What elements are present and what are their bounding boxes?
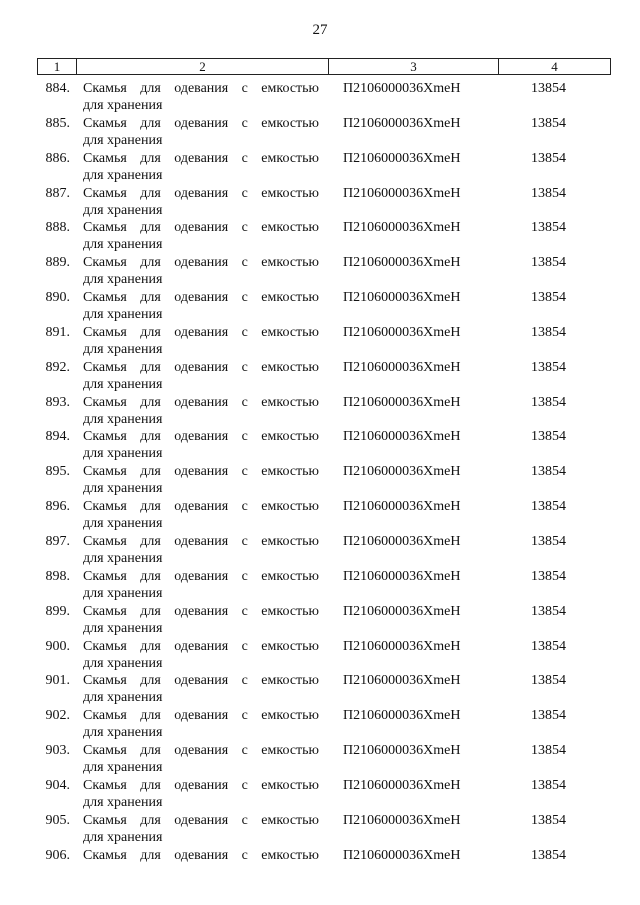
item-name-line-1: Скамья для одевания с емкостью	[83, 394, 319, 410]
item-name-line-1: Скамья для одевания с емкостью	[83, 743, 319, 759]
inventory-code: П2106000036ХmeH	[343, 673, 461, 689]
row-number: 891.	[45, 324, 70, 340]
value-cell: 13854	[531, 533, 566, 549]
row-number: 890.	[45, 290, 70, 306]
item-name-line-2: для хранения	[83, 620, 163, 636]
item-name-line-2: для хранения	[83, 725, 163, 741]
row-number: 902.	[45, 708, 70, 724]
table-row	[0, 289, 640, 324]
item-name-line-1: Скамья для одевания с емкостью	[83, 359, 319, 375]
inventory-code: П2106000036ХmeH	[343, 255, 461, 271]
row-number: 904.	[45, 777, 70, 793]
item-name	[83, 115, 319, 149]
item-name-line-1: Скамья для одевания с емкостью	[83, 499, 319, 515]
item-name-line-2: для хранения	[83, 411, 163, 427]
value-cell: 13854	[531, 81, 566, 96]
item-name-line-1: Скамья для одевания с емкостью	[83, 115, 319, 131]
row-number: 896.	[45, 499, 70, 515]
item-name-line-2: для хранения	[83, 655, 163, 671]
row-number: 905.	[45, 812, 70, 828]
table-row	[0, 812, 640, 847]
inventory-code: П2106000036ХmeH	[343, 464, 461, 480]
table-row	[0, 568, 640, 603]
item-name	[83, 185, 319, 219]
value-cell: 13854	[531, 464, 566, 480]
item-name	[83, 150, 319, 184]
table-row	[0, 219, 640, 254]
table-row	[0, 185, 640, 220]
table-row	[0, 672, 640, 707]
item-name	[83, 603, 319, 637]
value-cell: 13854	[531, 359, 566, 375]
table-body	[0, 80, 640, 881]
column-header-2: 2	[76, 59, 328, 74]
inventory-code: П2106000036ХmeH	[343, 324, 461, 340]
item-name-line-2: для хранения	[83, 550, 163, 566]
item-name	[83, 324, 319, 358]
item-name	[83, 742, 319, 776]
item-name	[83, 498, 319, 532]
inventory-code: П2106000036ХmeH	[343, 568, 461, 584]
item-name-line-2: для хранения	[83, 237, 163, 253]
row-number: 899.	[45, 603, 70, 619]
inventory-code: П2106000036ХmeH	[343, 812, 461, 828]
item-name-line-2: для хранения	[83, 829, 163, 845]
item-name-line-2: для хранения	[83, 690, 163, 706]
row-number: 887.	[45, 185, 70, 201]
item-name	[83, 463, 319, 497]
item-name-line-2: для хранения	[83, 167, 163, 183]
inventory-code: П2106000036ХmeH	[343, 847, 461, 863]
table-row	[0, 80, 640, 115]
inventory-code: П2106000036ХmeH	[343, 499, 461, 515]
item-name-line-1: Скамья для одевания с емкостью	[83, 812, 319, 828]
item-name	[83, 428, 319, 462]
table-row	[0, 498, 640, 533]
value-cell: 13854	[531, 429, 566, 445]
row-number: 892.	[45, 359, 70, 375]
inventory-code: П2106000036ХmeH	[343, 638, 461, 654]
item-name-line-2: для хранения	[83, 272, 163, 288]
inventory-code: П2106000036ХmeH	[343, 150, 461, 166]
row-number: 885.	[45, 115, 70, 131]
table-row	[0, 428, 640, 463]
item-name	[83, 777, 319, 811]
row-number: 884.	[45, 81, 70, 96]
table-row	[0, 638, 640, 673]
value-cell: 13854	[531, 394, 566, 410]
item-name	[83, 254, 319, 288]
row-number: 894.	[45, 429, 70, 445]
item-name-line-2: для хранения	[83, 202, 163, 218]
column-header-1: 1	[53, 59, 61, 74]
value-cell: 13854	[531, 290, 566, 306]
value-cell: 13854	[531, 708, 566, 724]
item-name-line-1: Скамья для одевания с емкостью	[83, 638, 319, 654]
item-name-line-1: Скамья для одевания с емкостью	[83, 533, 319, 549]
item-name-line-1: Скамья для одевания с емкостью	[83, 150, 319, 166]
row-number: 886.	[45, 150, 70, 166]
inventory-code: П2106000036ХmeH	[343, 115, 461, 131]
inventory-code: П2106000036ХmeH	[343, 777, 461, 793]
value-cell: 13854	[531, 743, 566, 759]
row-number: 900.	[45, 638, 70, 654]
item-name-line-1: Скамья для одевания с емкостью	[83, 324, 319, 340]
item-name-line-1: Скамья для одевания с емкостью	[83, 185, 319, 201]
table-row	[0, 359, 640, 394]
item-name-line-1: Скамья для одевания с емкостью	[83, 708, 319, 724]
item-name-line-2: для хранения	[83, 132, 163, 148]
item-name	[83, 812, 319, 846]
item-name-line-1: Скамья для одевания с емкостью	[83, 603, 319, 619]
table-row	[0, 742, 640, 777]
row-number: 903.	[45, 743, 70, 759]
table-row	[0, 150, 640, 185]
value-cell: 13854	[531, 568, 566, 584]
inventory-code: П2106000036ХmeH	[343, 708, 461, 724]
table-row	[0, 533, 640, 568]
item-name-line-1: Скамья для одевания с емкостью	[83, 568, 319, 584]
value-cell: 13854	[531, 638, 566, 654]
table-row	[0, 847, 640, 882]
table-row	[0, 777, 640, 812]
item-name-line-2: для хранения	[83, 516, 163, 532]
item-name	[83, 568, 319, 602]
value-cell: 13854	[531, 324, 566, 340]
column-header-4: 4	[498, 59, 610, 74]
table-row	[0, 394, 640, 429]
inventory-code: П2106000036ХmeH	[343, 290, 461, 306]
item-name	[83, 533, 319, 567]
value-cell: 13854	[531, 673, 566, 689]
table-row	[0, 707, 640, 742]
item-name-line-2: для хранения	[83, 376, 163, 392]
item-name	[83, 359, 319, 393]
row-number: 897.	[45, 533, 70, 549]
value-cell: 13854	[531, 847, 566, 863]
item-name	[83, 80, 319, 114]
item-name-line-1: Скамья для одевания с емкостью	[83, 777, 319, 793]
value-cell: 13854	[531, 499, 566, 515]
item-name-line-1: Скамья для одевания с емкостью	[83, 847, 319, 863]
row-number: 906.	[45, 847, 70, 863]
item-name-line-2: для хранения	[83, 341, 163, 357]
item-name-line-2: для хранения	[83, 98, 163, 113]
inventory-code: П2106000036ХmeH	[343, 533, 461, 549]
inventory-code: П2106000036ХmeH	[343, 185, 461, 201]
item-name	[83, 847, 319, 864]
value-cell: 13854	[531, 150, 566, 166]
table-row	[0, 324, 640, 359]
item-name-line-1: Скамья для одевания с емкостью	[83, 220, 319, 236]
item-name-line-1: Скамья для одевания с емкостью	[83, 255, 319, 271]
row-number: 901.	[45, 673, 70, 689]
inventory-code: П2106000036ХmeH	[343, 429, 461, 445]
item-name-line-2: для хранения	[83, 760, 163, 776]
row-number: 898.	[45, 568, 70, 584]
item-name-line-1: Скамья для одевания с емкостью	[83, 464, 319, 480]
item-name-line-1: Скамья для одевания с емкостью	[83, 429, 319, 445]
item-name	[83, 707, 319, 741]
value-cell: 13854	[531, 220, 566, 236]
item-name	[83, 394, 319, 428]
value-cell: 13854	[531, 812, 566, 828]
item-name-line-1: Скамья для одевания с емкостью	[83, 673, 319, 689]
inventory-code: П2106000036ХmeH	[343, 81, 461, 96]
column-header-3: 3	[328, 59, 498, 74]
item-name-line-2: для хранения	[83, 446, 163, 462]
inventory-code: П2106000036ХmeH	[343, 394, 461, 410]
inventory-code: П2106000036ХmeH	[343, 603, 461, 619]
item-name	[83, 219, 319, 253]
table-row	[0, 603, 640, 638]
value-cell: 13854	[531, 603, 566, 619]
value-cell: 13854	[531, 115, 566, 131]
table-row	[0, 115, 640, 150]
item-name-line-2: для хранения	[83, 794, 163, 810]
value-cell: 13854	[531, 185, 566, 201]
value-cell: 13854	[531, 255, 566, 271]
row-number: 893.	[45, 394, 70, 410]
item-name-line-2: для хранения	[83, 307, 163, 323]
item-name-line-1: Скамья для одевания с емкостью	[83, 290, 319, 306]
table-row	[0, 254, 640, 289]
item-name-line-2: для хранения	[83, 585, 163, 601]
item-name	[83, 672, 319, 706]
item-name	[83, 638, 319, 672]
item-name	[83, 289, 319, 323]
table-header	[37, 58, 611, 75]
inventory-code: П2106000036ХmeH	[343, 220, 461, 236]
page-number: 27	[312, 22, 328, 38]
inventory-code: П2106000036ХmeH	[343, 743, 461, 759]
item-name-line-2: для хранения	[83, 481, 163, 497]
row-number: 888.	[45, 220, 70, 236]
value-cell: 13854	[531, 777, 566, 793]
item-name-line-1: Скамья для одевания с емкостью	[83, 81, 319, 96]
row-number: 889.	[45, 255, 70, 271]
row-number: 895.	[45, 464, 70, 480]
inventory-code: П2106000036ХmeH	[343, 359, 461, 375]
table-row	[0, 463, 640, 498]
